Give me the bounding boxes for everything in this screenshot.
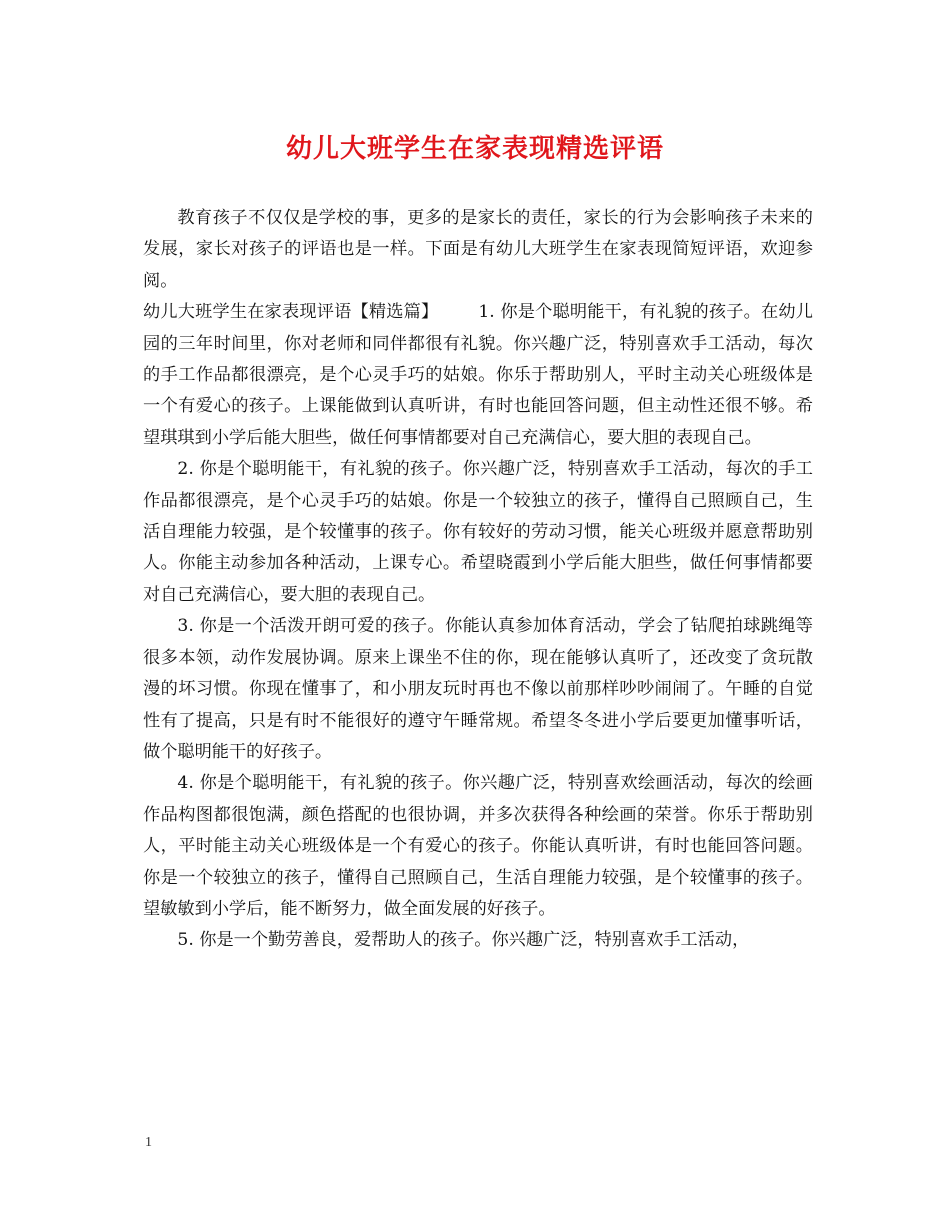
comment-item-3: 3. 你是一个活泼开朗可爱的孩子。你能认真参加体育活动，学会了钻爬拍球跳绳等很多本领，动作发展协调。原来上课坐不住的你，现在能够认真听了，还改变了贪玩散漫的坏习惯。你现在懂事了，和小朋友玩时再也不像以前那样吵吵闹闹了。午睡的自觉性有了提高，只是有时不能很好的遵守午睡常规。希望冬冬进小学后要更加懂事听话，做个聪明能干的好孩子。 [143,616,813,762]
intro-paragraph: 教育孩子不仅仅是学校的事，更多的是家长的责任，家长的行为会影响孩子未来的发展，家长对孩子的评语也是一样。下面是有幼儿大班学生在家表现简短评语，欢迎参阅。 [143,208,813,291]
section-paragraph-1 [143,297,813,454]
comment-item-5: 5. 你是一个勤劳善良，爱帮助人的孩子。你兴趣广泛，特别喜欢手工活动， [177,930,750,951]
comment-item-1: 1. 你是个聪明能干，有礼貌的孩子。在幼儿园的三年时间里，你对老师和同伴都很有礼貌。你兴趣广泛，特别喜欢手工活动，每次的手工作品都很漂亮，是个心灵手巧的姑娘。你乐于帮助别人，平时主动关心班级体是一个有爱心的孩子。上课能做到认真听讲，有时也能回答问题，但主动性还很不够。希望琪琪到小学后能大胆些，做任何事情都要对自己充满信心，要大胆的表现自己。 [143,302,813,448]
comment-item-4: 4. 你是个聪明能干，有礼貌的孩子。你兴趣广泛，特别喜欢绘画活动，每次的绘画作品构图都很饱满，颜色搭配的也很协调，并多次获得各种绘画的荣誉。你乐于帮助别人，平时能主动关心班级体是一个有爱心的孩子。你能认真听讲，有时也能回答问题。你是一个较独立的孩子，懂得自己照顾自己，生活自理能力较强，是个较懂事的孩子。望敏敏到小学后，能不断努力，做全面发展的好孩子。 [143,773,813,919]
page-title: 幼儿大班学生在家表现精选评语 [285,134,664,164]
document-body [143,203,813,957]
comment-item-2: 2. 你是个聪明能干，有礼貌的孩子。你兴趣广泛，特别喜欢手工活动，每次的手工作品都很漂亮，是个心灵手巧的姑娘。你是一个较独立的孩子，懂得自己照顾自己，生活自理能力较强，是个较懂事的孩子。你有较好的劳动习惯，能关心班级并愿意帮助别人。你能主动参加各种活动，上课专心。希望晓霞到小学后能大胆些，做任何事情都要对自己充满信心，要大胆的表现自己。 [143,459,813,605]
page-number: 1 [145,1135,152,1150]
section-heading: 幼儿大班学生在家表现评语【精选篇】 [143,302,439,323]
